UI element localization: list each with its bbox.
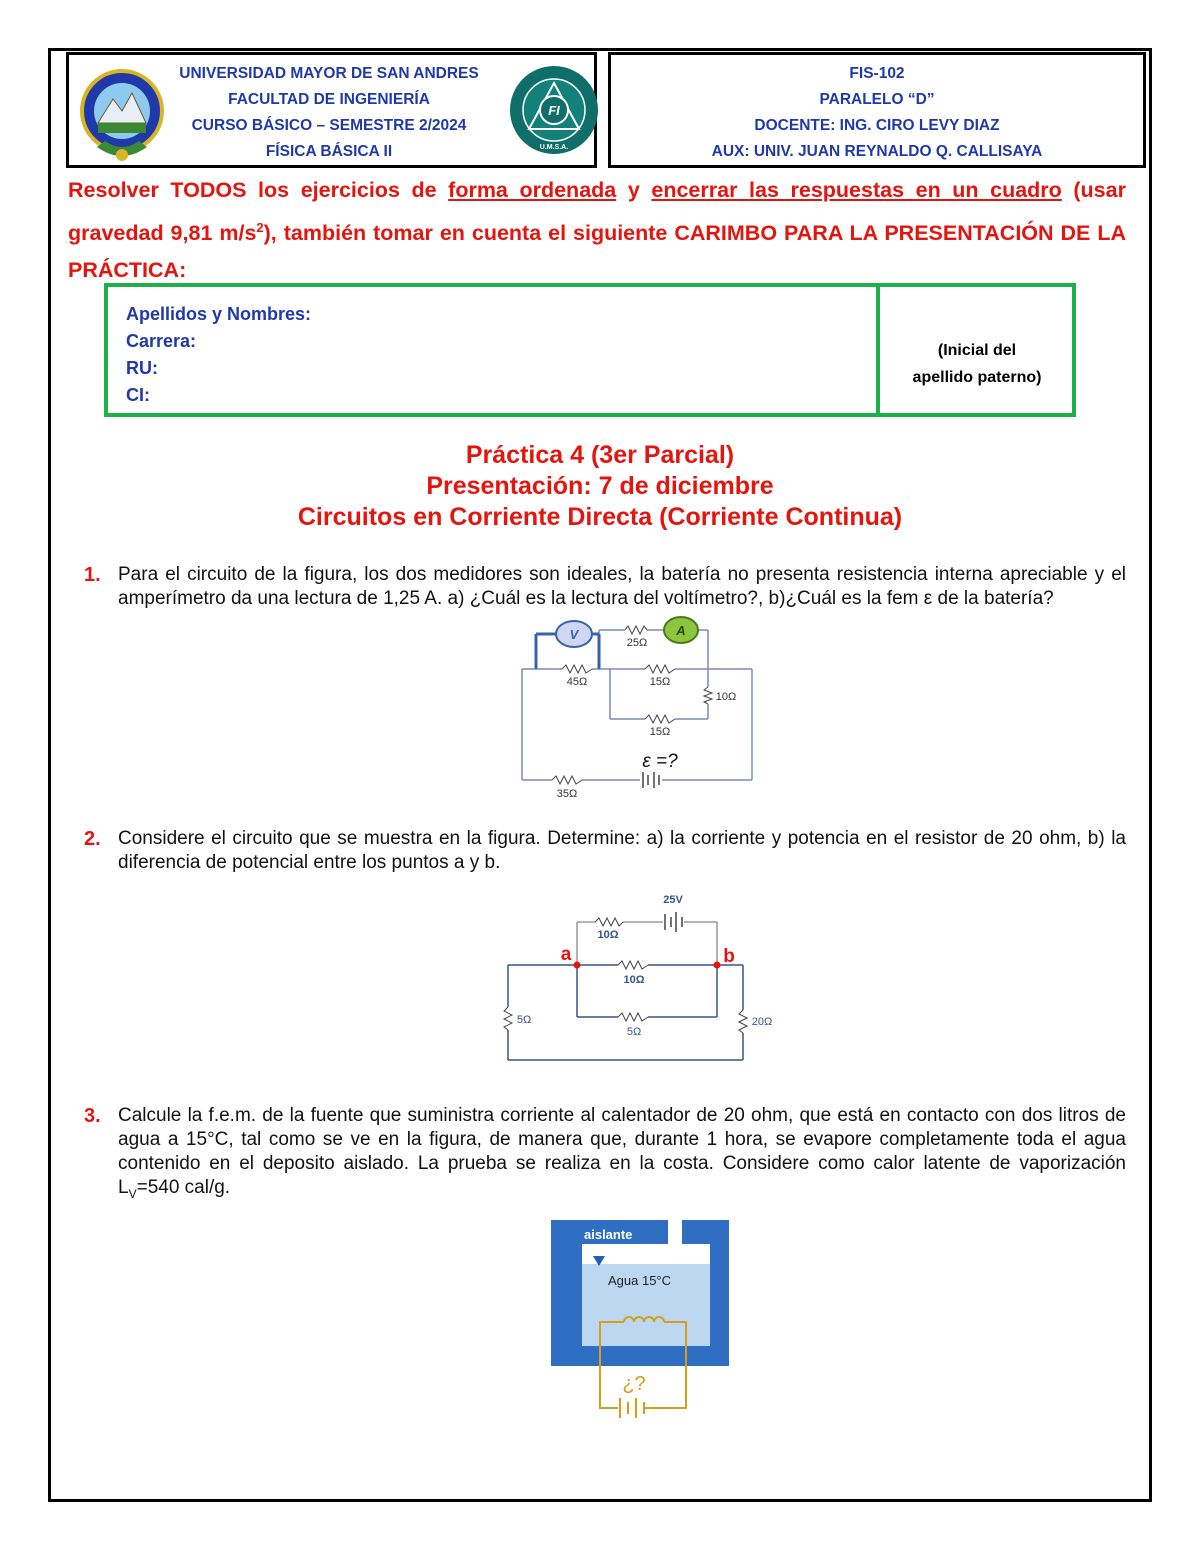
teacher-name: DOCENTE: ING. CIRO LEVY DIAZ [754, 117, 1000, 134]
submission-stamp-box [104, 283, 1076, 417]
faculty-name: FACULTAD DE INGENIERÍA [228, 91, 430, 108]
course-section: PARALELO “D” [819, 91, 935, 108]
instructions-superscript: 2 [256, 220, 264, 235]
question-1 [80, 563, 1126, 611]
figure-3-heater-tank [548, 1218, 732, 1423]
question-3 [80, 1104, 1126, 1206]
fig2-resistor-10-mid: 10Ω [623, 974, 645, 986]
subject-name: FÍSICA BÁSICA II [265, 143, 393, 160]
header-right-text [611, 61, 1143, 165]
instructions-text-3: (usar gravedad 9,81 m/s [68, 178, 1126, 246]
stamp-note-line-1: (Inicial del [937, 342, 1017, 359]
fig1-emf-label: ε =? [642, 751, 678, 772]
question-2-number: 2. [84, 828, 101, 850]
assistant-name: AUX: UNIV. JUAN REYNALDO Q. CALLISAYA [711, 143, 1043, 160]
fig2-resistor-5-left: 5Ω [516, 1014, 532, 1026]
fig2-resistor-5-low: 5Ω [626, 1026, 642, 1038]
instructions-text-4: ), también tomar en cuenta el siguiente CARIMBO PARA LA PRESENTACIÓN DE LA PRÁCTICA: [68, 221, 1126, 283]
stamp-fields [126, 301, 311, 409]
instructions-underlined-2: encerrar las respuestas en un cuadro [651, 178, 1062, 202]
question-3-text-end: =540 cal/g. [136, 1177, 231, 1198]
header-left-text [159, 61, 499, 165]
question-3-text-main: Calcule la f.e.m. de la fuente que suministra corriente al calentador de 20 ohm, que está en contacto con dos litros de agua a 15°C, tal como se ve en la figura, de manera que, durante 1 hora, se evapore completamente toda el agua contenido en el deposito aislado. La prueba se realiza en la costa. Considere como calor latente de vaporización L [118, 1105, 1126, 1198]
faculty-monogram: FI [548, 103, 560, 118]
point-a-label: a [560, 944, 572, 965]
point-b-marker [714, 962, 721, 969]
topic-title: Circuitos en Corriente Directa (Corriente Continua) [297, 503, 903, 531]
university-name: UNIVERSIDAD MAYOR DE SAN ANDRES [179, 65, 479, 82]
faculty-engineering-logo [509, 65, 599, 155]
fig1-resistor-25: 25Ω [626, 637, 648, 649]
field-career-label: Carrera: [126, 331, 197, 351]
instructions-underlined-1: forma ordenada [448, 178, 617, 202]
fig2-resistor-10-top: 10Ω [597, 929, 619, 941]
fig2-battery-label: 25V [663, 894, 683, 906]
field-names-label: Apellidos y Nombres: [126, 304, 312, 324]
question-1-number: 1. [84, 564, 101, 586]
instructions-text-2: y [616, 178, 652, 202]
practice-titles [48, 440, 1152, 533]
header-left-box [66, 52, 597, 168]
figure-2-circuit [500, 885, 790, 1065]
question-2-text: Considere el circuito que se muestra en la figura. Determine: a) la corriente y potencia en el resistor de 20 ohm, b) la diferencia de potencial entre los puntos a y b. [118, 828, 1126, 873]
insulator-label: aislante [584, 1227, 633, 1242]
voltmeter-label: V [569, 627, 579, 642]
practice-title: Práctica 4 (3er Parcial) [465, 441, 735, 469]
tank-vent-gap [668, 1220, 682, 1244]
fig1-resistor-15-top: 15Ω [649, 676, 671, 688]
fig2-resistor-20: 20Ω [751, 1016, 773, 1028]
course-name: CURSO BÁSICO – SEMESTRE 2/2024 [191, 117, 467, 134]
course-code: FIS-102 [849, 65, 905, 82]
question-3-number: 3. [84, 1105, 101, 1127]
fig1-resistor-15-bottom: 15Ω [649, 726, 671, 738]
unknown-emf-label: ¿? [622, 1373, 646, 1395]
point-b-label: b [723, 946, 735, 967]
question-3-text [118, 1104, 1126, 1206]
faculty-logo-bottom-text: U.M.S.A. [539, 144, 569, 151]
question-2 [80, 827, 1126, 875]
ammeter-label: A [676, 623, 686, 638]
question-1-text: Para el circuito de la figura, los dos medidores son ideales, la batería no presenta resistencia interna apreciable y el amperímetro da una lectura de 1,25 A. a) ¿Cuál es la lectura del voltímetro?, b)¿Cuál es la fem ε de la batería? [118, 564, 1126, 609]
fig1-resistor-35: 35Ω [556, 788, 578, 800]
instructions-text-1: Resolver TODOS los ejercicios de [68, 178, 449, 202]
header-right-box [608, 52, 1146, 168]
figure-1-circuit [500, 612, 770, 802]
field-ru-label: RU: [126, 358, 158, 378]
presentation-date: Presentación: 7 de diciembre [426, 472, 774, 500]
fig1-resistor-45: 45Ω [566, 676, 588, 688]
stamp-note-line-2: apellido paterno) [912, 369, 1042, 386]
point-a-marker [574, 962, 581, 969]
stamp-initial-note [882, 337, 1072, 391]
fig1-resistor-10: 10Ω [715, 691, 737, 703]
field-ci-label: CI: [126, 385, 150, 405]
stamp-divider [876, 287, 880, 413]
question-3-subscript: V [128, 1186, 137, 1201]
umsa-seal-logo [77, 65, 167, 165]
instructions [68, 172, 1126, 289]
water-label: Agua 15°C [608, 1273, 672, 1288]
